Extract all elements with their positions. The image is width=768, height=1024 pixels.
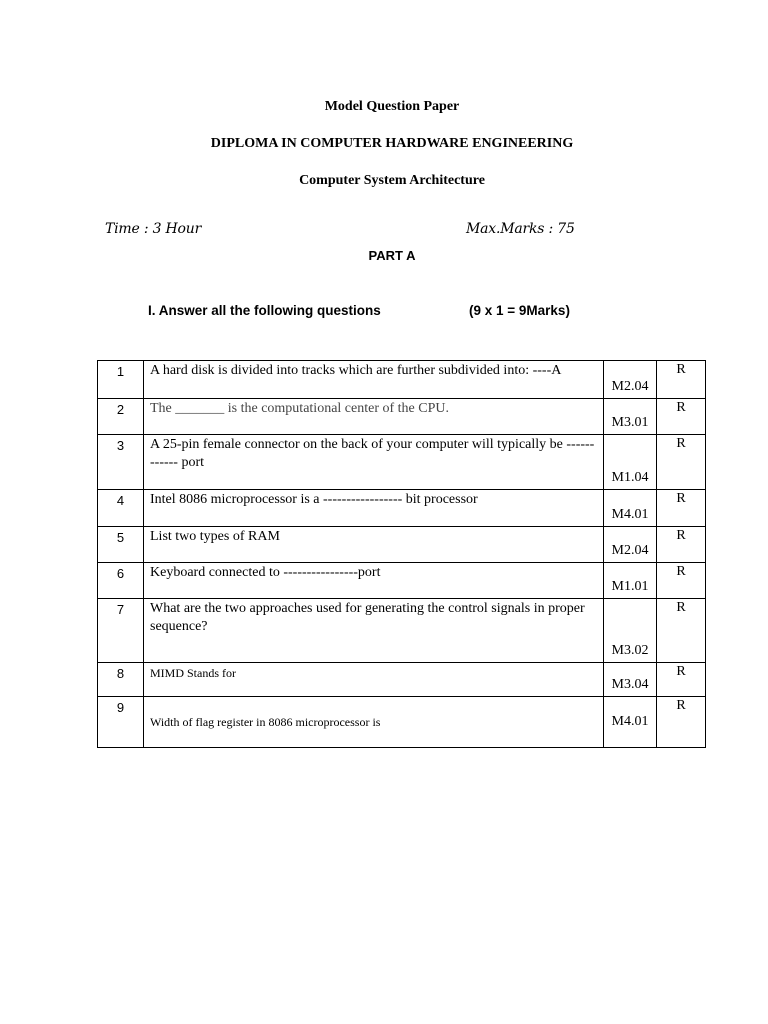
question-text: Intel 8086 microprocessor is a ----------------- bit processor xyxy=(144,490,604,527)
course-title: Computer System Architecture xyxy=(299,173,485,188)
question-number: 7 xyxy=(98,599,144,663)
difficulty-level: R xyxy=(657,697,706,748)
question-number: 5 xyxy=(98,527,144,563)
difficulty-level: R xyxy=(657,435,706,490)
difficulty-level: R xyxy=(657,563,706,599)
table-row xyxy=(98,563,706,599)
question-text: Width of flag register in 8086 microprocessor is xyxy=(144,697,604,748)
part-heading: PART A xyxy=(368,248,416,263)
question-text: MIMD Stands for xyxy=(144,663,604,697)
question-text: Keyboard connected to ----------------port xyxy=(144,563,604,599)
question-number: 4 xyxy=(98,490,144,527)
module-code: M1.04 xyxy=(604,435,657,490)
difficulty-level: R xyxy=(657,399,706,435)
table-row xyxy=(98,527,706,563)
module-code: M4.01 xyxy=(604,697,657,748)
difficulty-level: R xyxy=(657,527,706,563)
module-code: M2.04 xyxy=(604,527,657,563)
diploma-title: DIPLOMA IN COMPUTER HARDWARE ENGINEERING xyxy=(210,136,574,151)
module-code: M1.01 xyxy=(604,563,657,599)
table-row xyxy=(98,435,706,490)
table-row xyxy=(98,490,706,527)
question-number: 9 xyxy=(98,697,144,748)
questions-table xyxy=(97,360,706,748)
question-text: A 25-pin female connector on the back of your computer will typically be ------------ port xyxy=(144,435,604,490)
difficulty-level: R xyxy=(657,490,706,527)
paper-title: Model Question Paper xyxy=(324,99,460,114)
module-code: M3.02 xyxy=(604,599,657,663)
module-code: M3.04 xyxy=(604,663,657,697)
question-number: 2 xyxy=(98,399,144,435)
max-marks-label: Max.Marks : 75 xyxy=(466,221,575,237)
time-label: Time : 3 Hour xyxy=(105,221,202,237)
question-number: 1 xyxy=(98,361,144,399)
table-row xyxy=(98,361,706,399)
module-code: M3.01 xyxy=(604,399,657,435)
table-row xyxy=(98,697,706,748)
table-row xyxy=(98,399,706,435)
module-code: M4.01 xyxy=(604,490,657,527)
question-text: What are the two approaches used for generating the control signals in proper sequence? xyxy=(144,599,604,663)
difficulty-level: R xyxy=(657,663,706,697)
instruction-text: I. Answer all the following questions xyxy=(148,303,381,318)
instruction-marks: (9 x 1 = 9Marks) xyxy=(469,303,570,318)
module-code: M2.04 xyxy=(604,361,657,399)
question-number: 6 xyxy=(98,563,144,599)
question-number: 3 xyxy=(98,435,144,490)
question-number: 8 xyxy=(98,663,144,697)
table-row xyxy=(98,599,706,663)
question-text: List two types of RAM xyxy=(144,527,604,563)
table-row xyxy=(98,663,706,697)
difficulty-level: R xyxy=(657,599,706,663)
question-text: The _______ is the computational center of the CPU. xyxy=(144,399,604,435)
question-text: A hard disk is divided into tracks which are further subdivided into: ----A xyxy=(144,361,604,399)
difficulty-level: R xyxy=(657,361,706,399)
